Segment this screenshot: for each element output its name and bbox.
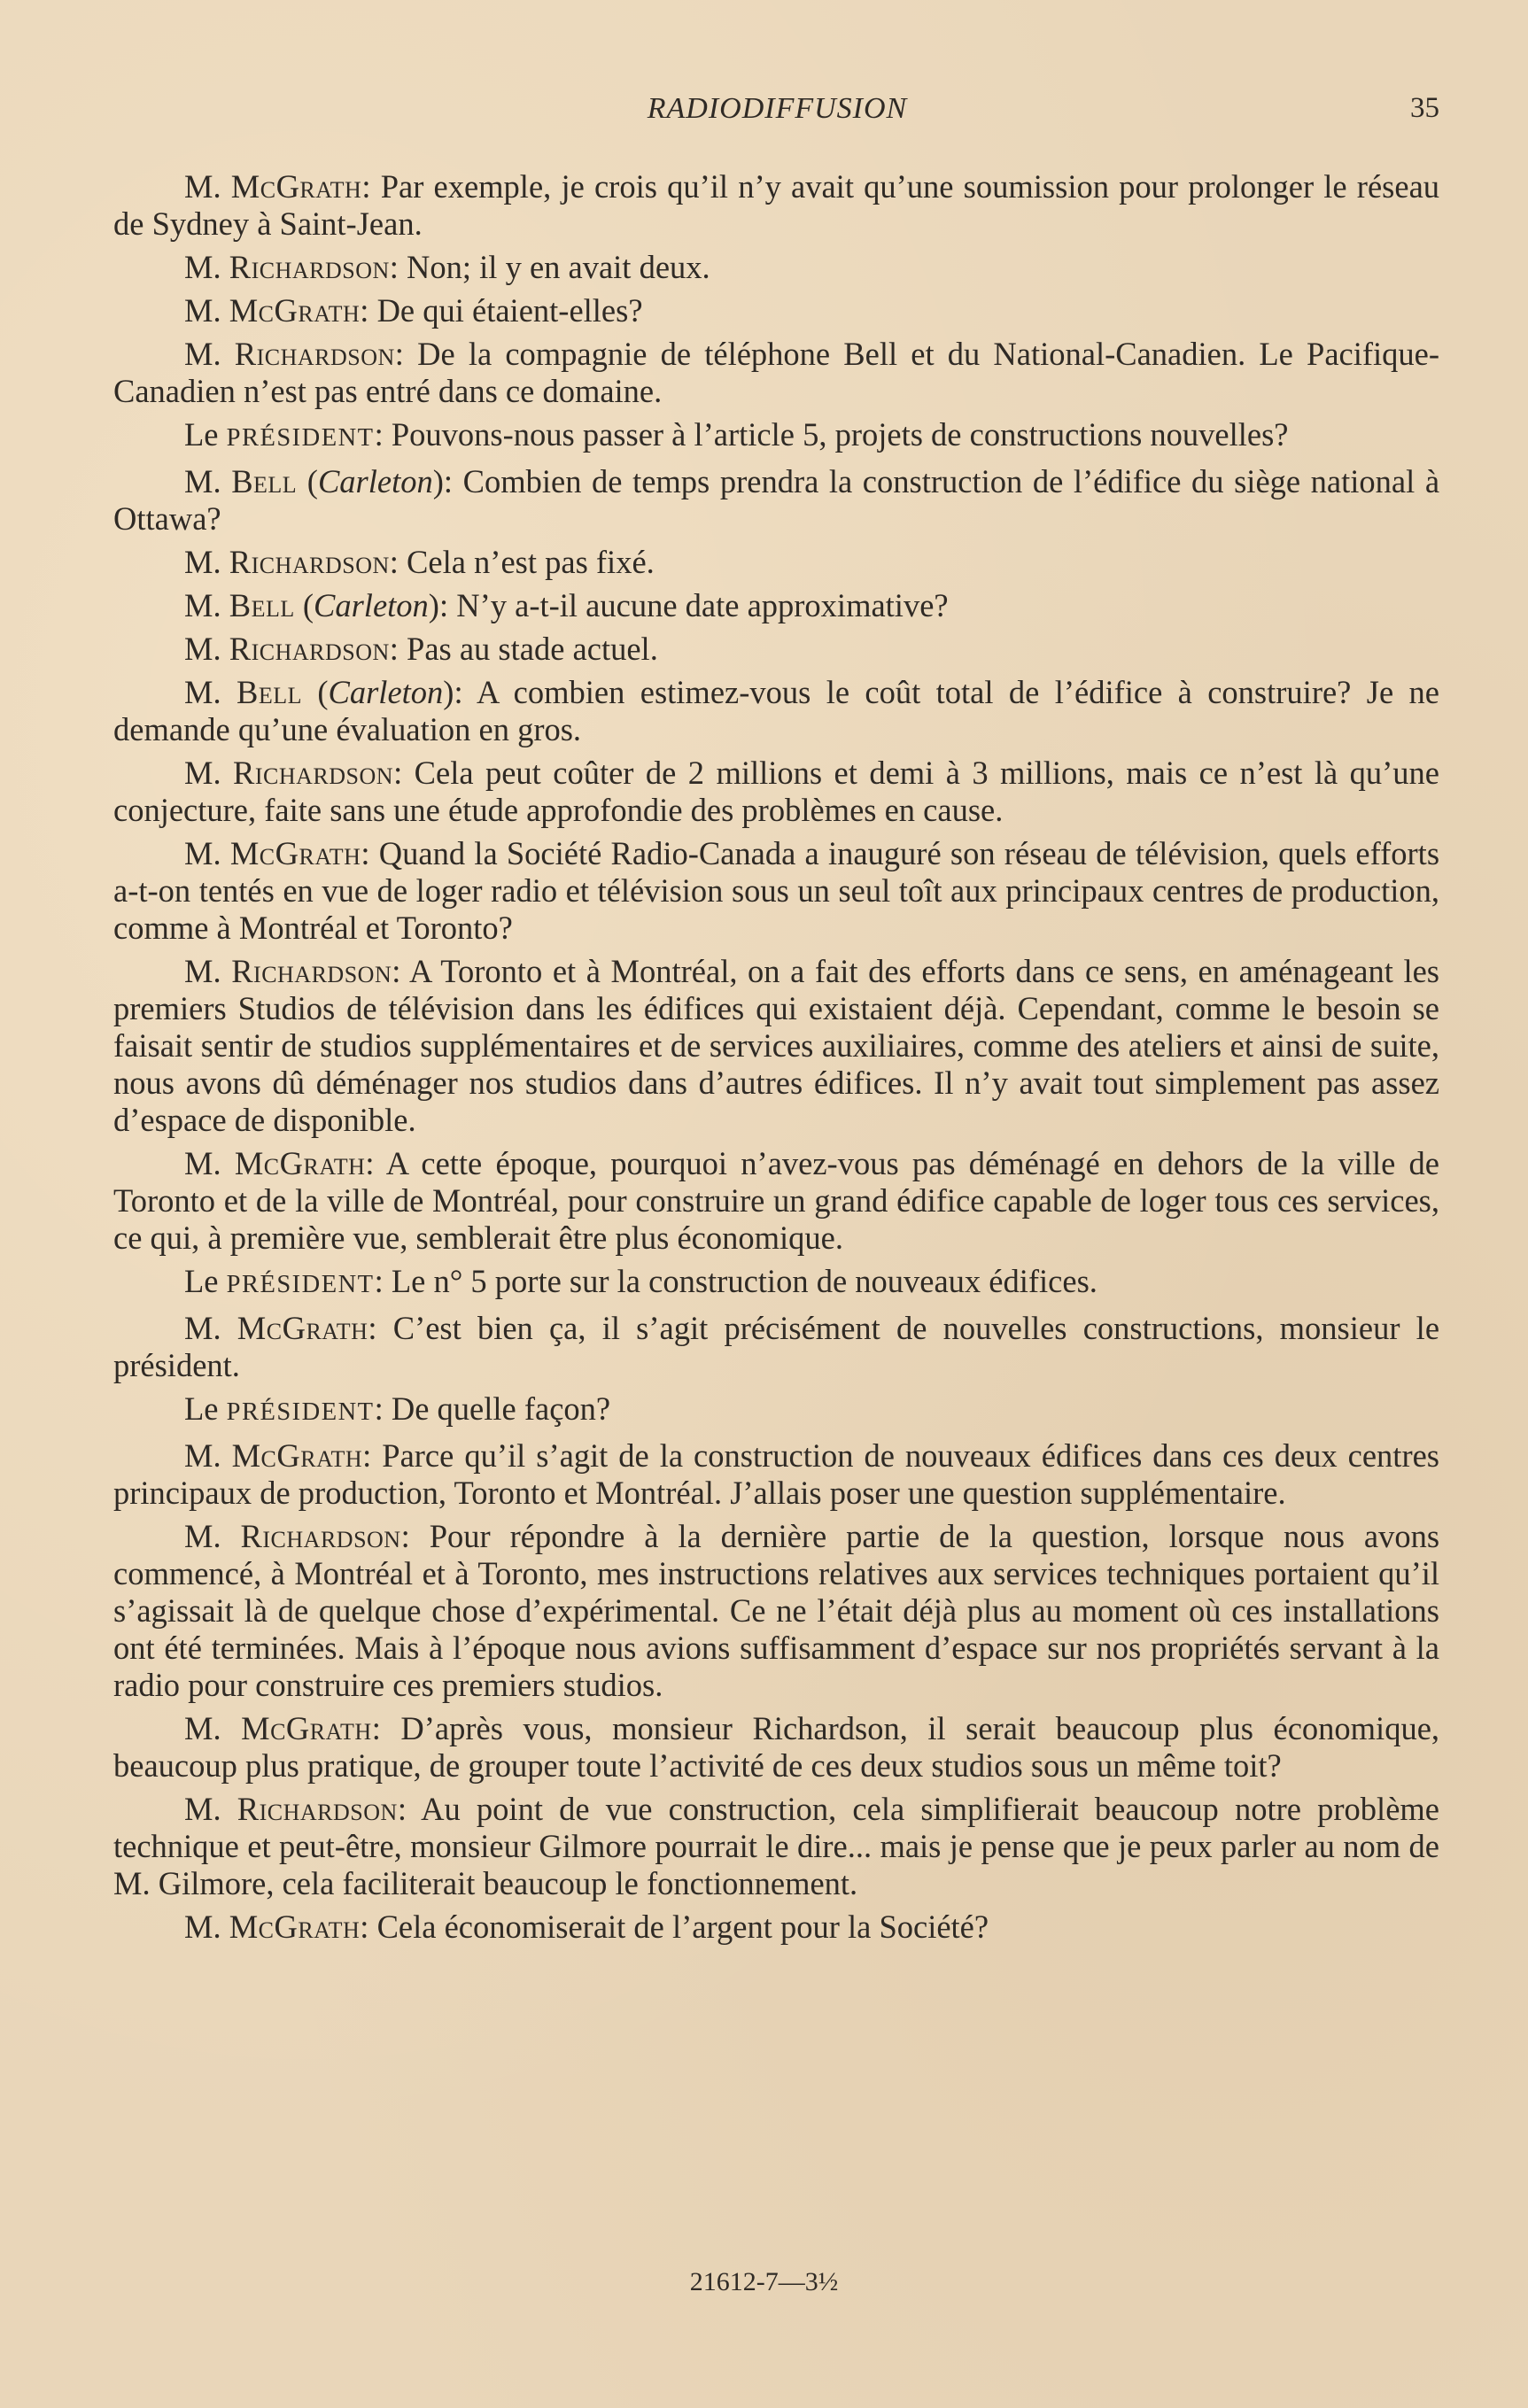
speaker-prefix: M. [184,631,221,667]
speech-paragraph [113,168,1439,243]
speaker-prefix: M. [184,587,221,623]
speech-paragraph [113,587,1439,624]
speaker-prefix: M. [184,1710,221,1746]
speaker-name: McGrath [230,168,362,205]
speaker-prefix: M. [184,1437,221,1474]
page-number: 35 [1410,92,1439,124]
speech-paragraph [113,544,1439,581]
speaker-affiliation: Carleton [328,674,444,710]
speaker-name: Richardson [229,631,390,667]
speech-paragraph [113,1263,1439,1304]
speech-text: A combien estimez-vous le coût total de l’édifice à construire? Je ne demande qu’une évaluation en gros. [113,674,1439,747]
speaker-affiliation: Carleton [317,463,433,499]
print-code: 21612-7—3½ [689,2267,839,2296]
speaker-prefix: M. [184,755,221,791]
speech-text: Au point de vue construction, cela simplifierait beaucoup notre problème technique et peut-être, monsieur Gilmore pourrait le dire... mais je pense que je peux parler au nom de M. Gilmore, cela faciliterait beaucoup le fonctionnement. [113,1791,1439,1901]
speaker-name: Bell [236,674,302,710]
speaker-colon: : [365,1145,375,1181]
speech-text: De la compagnie de téléphone Bell et du National-Canadien. Le Pacifique-Canadien n’est pas entré dans ce domaine. [113,336,1440,409]
speech-text: A cette époque, pourquoi n’avez-vous pas déménagé en dehors de la ville de Toronto et de la ville de Montréal, pour construire un grand édifice capable de loger tous ces services, ce qui, à première vue, semblerait être plus économique. [113,1145,1440,1256]
speaker-colon: : [400,1518,410,1554]
speaker-colon: : [389,544,399,580]
speaker-colon: : [393,755,403,791]
speech-text: C’est bien ça, il s’agit précisément de nouvelles constructions, monsieur le président. [113,1310,1440,1383]
speaker-colon: : [454,674,463,710]
speech-paragraph [113,1791,1439,1902]
speaker-prefix: M. [184,1145,221,1181]
speech-text: Parce qu’il s’agit de la construction de nouveaux édifices dans ces deux centres principaux de production, Toronto et Montréal. J’allais poser une question supplémentaire. [113,1437,1440,1511]
speech-text: Pas au stade actuel. [407,631,658,667]
speaker-name: McGrath [231,1437,363,1474]
speaker-affiliation: Carleton [314,587,429,623]
running-title: RADIODIFFUSION [647,92,908,125]
speaker-name: Richardson [237,1791,398,1827]
speaker-name: McGrath [229,292,361,329]
speaker-prefix: M. [184,1310,221,1346]
speech-text: De qui étaient-elles? [376,292,643,329]
speech-paragraph [113,1909,1439,1946]
speaker-name: McGrath [229,835,361,871]
speech-text: Quand la Société Radio-Canada a inauguré son réseau de télévision, quels efforts a-t-on tentés en vue de loger radio et télévision sous un seul toît aux principaux centres de production, comme à Montréal et Toronto? [113,835,1440,946]
speaker-name: Richardson [229,544,390,580]
speech-text: Cela économiserait de l’argent pour la Société? [376,1909,989,1945]
speech-paragraph [113,835,1439,947]
speaker-prefix: Le [184,416,219,453]
speech-paragraph [113,755,1439,829]
speech-paragraph [113,463,1439,538]
speaker-name: Bell [231,463,298,499]
speech-paragraph [113,674,1439,748]
speech-paragraph [113,1518,1439,1704]
speech-text: Non; il y en avait deux. [407,249,710,285]
speech-text: Le n° 5 porte sur la construction de nouveaux édifices. [391,1263,1098,1299]
speaker-colon: : [371,1710,381,1746]
speech-paragraph [113,1145,1439,1257]
speaker-colon: : [389,631,399,667]
speaker-prefix: M. [184,1518,221,1554]
speech-paragraph [113,416,1439,457]
speech-text: De quelle façon? [391,1390,611,1427]
speaker-name: Bell [229,587,295,623]
speaker-prefix: M. [184,674,221,710]
speech-paragraph [113,1310,1439,1384]
speech-text: Cela peut coûter de 2 millions et demi à 3 millions, mais ce n’est là qu’une conjecture, faite sans une étude approfondie des problèmes en cause. [113,755,1440,828]
speaker-colon: : [374,1263,384,1299]
affiliation-open: ( [294,587,314,623]
speech-paragraph [113,631,1439,668]
speaker-prefix: Le [184,1390,219,1427]
speech-text: D’après vous, monsieur Richardson, il serait beaucoup plus économique, beaucoup plus pratique, de grouper toute l’activité de ces deux studios sous un même toit? [113,1710,1440,1784]
speech-paragraph [113,1390,1439,1431]
speaker-prefix: M. [184,544,221,580]
speaker-prefix: M. [184,292,221,329]
speaker-colon: : [438,587,449,623]
affiliation-close: ) [428,587,439,623]
affiliation-open: ( [301,674,329,710]
speech-text: N’y a-t-il aucune date approximative? [456,587,949,623]
speaker-name: Richardson [240,1518,401,1554]
speaker-colon: : [394,336,404,372]
speaker-prefix: M. [184,168,221,205]
speaker-name: McGrath [241,1710,372,1746]
speaker-name: Richardson [231,953,392,989]
speaker-prefix: Le [184,1263,219,1299]
speaker-name: McGrath [229,1909,361,1945]
speech-text: Cela n’est pas fixé. [407,544,655,580]
speaker-colon: : [443,463,454,499]
speech-paragraph [113,1437,1439,1512]
speaker-colon: : [389,249,399,285]
speaker-prefix: M. [184,1791,221,1827]
speaker-name: Richardson [229,249,390,285]
page-header [115,92,1439,136]
speech-paragraph [113,953,1439,1139]
speaker-colon: : [361,835,370,871]
speech-text: Combien de temps prendra la construction de l’édifice du siège national à Ottawa? [113,463,1440,537]
speaker-name: Richardson [234,336,395,372]
speaker-colon: : [360,1909,369,1945]
affiliation-close: ) [432,463,444,499]
speaker-name: PRÉSIDENT [226,424,375,452]
speech-paragraph [113,336,1439,410]
speaker-prefix: M. [184,463,221,499]
speech-text: Par exemple, je crois qu’il n’y avait qu’une soumission pour prolonger le réseau de Sydney à Saint-Jean. [113,168,1440,242]
affiliation-open: ( [297,463,318,499]
speaker-colon: : [362,1437,372,1474]
speaker-prefix: M. [184,249,221,285]
speaker-prefix: M. [184,835,221,871]
speaker-colon: : [374,1390,384,1427]
speaker-colon: : [361,168,371,205]
speech-text: Pouvons-nous passer à l’article 5, projets de constructions nouvelles? [391,416,1289,453]
speaker-name: McGrath [237,1310,368,1346]
speech-paragraph [113,249,1439,286]
speech-text: Pour répondre à la dernière partie de la question, lorsque nous avons commencé, à Montréal et à Toronto, mes instructions relatives aux services techniques portaient qu’il s’agissait là de quelque chose d’expérimental. Ce ne l’était déjà plus au moment où ces installations ont été terminées. Mais à l’époque nous avions suffisamment d’espace sur nos propriétés servant à la radio pour construire ces premiers studios. [113,1518,1440,1703]
speaker-name: Richardson [233,755,394,791]
speaker-colon: : [374,416,384,453]
speech-paragraph [113,1710,1439,1785]
speaker-prefix: M. [184,336,221,372]
speaker-colon: : [368,1310,377,1346]
affiliation-close: ) [443,674,454,710]
speaker-name: PRÉSIDENT [226,1398,375,1426]
speaker-colon: : [392,953,401,989]
speaker-prefix: M. [184,1909,221,1945]
speech-text: A Toronto et à Montréal, on a fait des efforts dans ce sens, en aménageant les premiers Studios de télévision dans les édifices qui existaient déjà. Cependant, comme le besoin se faisait sentir de studios supplémentaires et de services auxiliaires, comme des ateliers et ainsi de suite, nous avons dû déménager nos studios dans d’autres édifices. Il n’y avait tout simplement pas assez d’espace de disponible. [113,953,1440,1138]
speaker-prefix: M. [184,953,221,989]
speaker-colon: : [360,292,369,329]
body-text [113,168,1439,1952]
speaker-colon: : [397,1791,407,1827]
speaker-name: PRÉSIDENT [226,1271,375,1298]
speaker-name: McGrath [234,1145,366,1181]
speech-paragraph [113,292,1439,329]
